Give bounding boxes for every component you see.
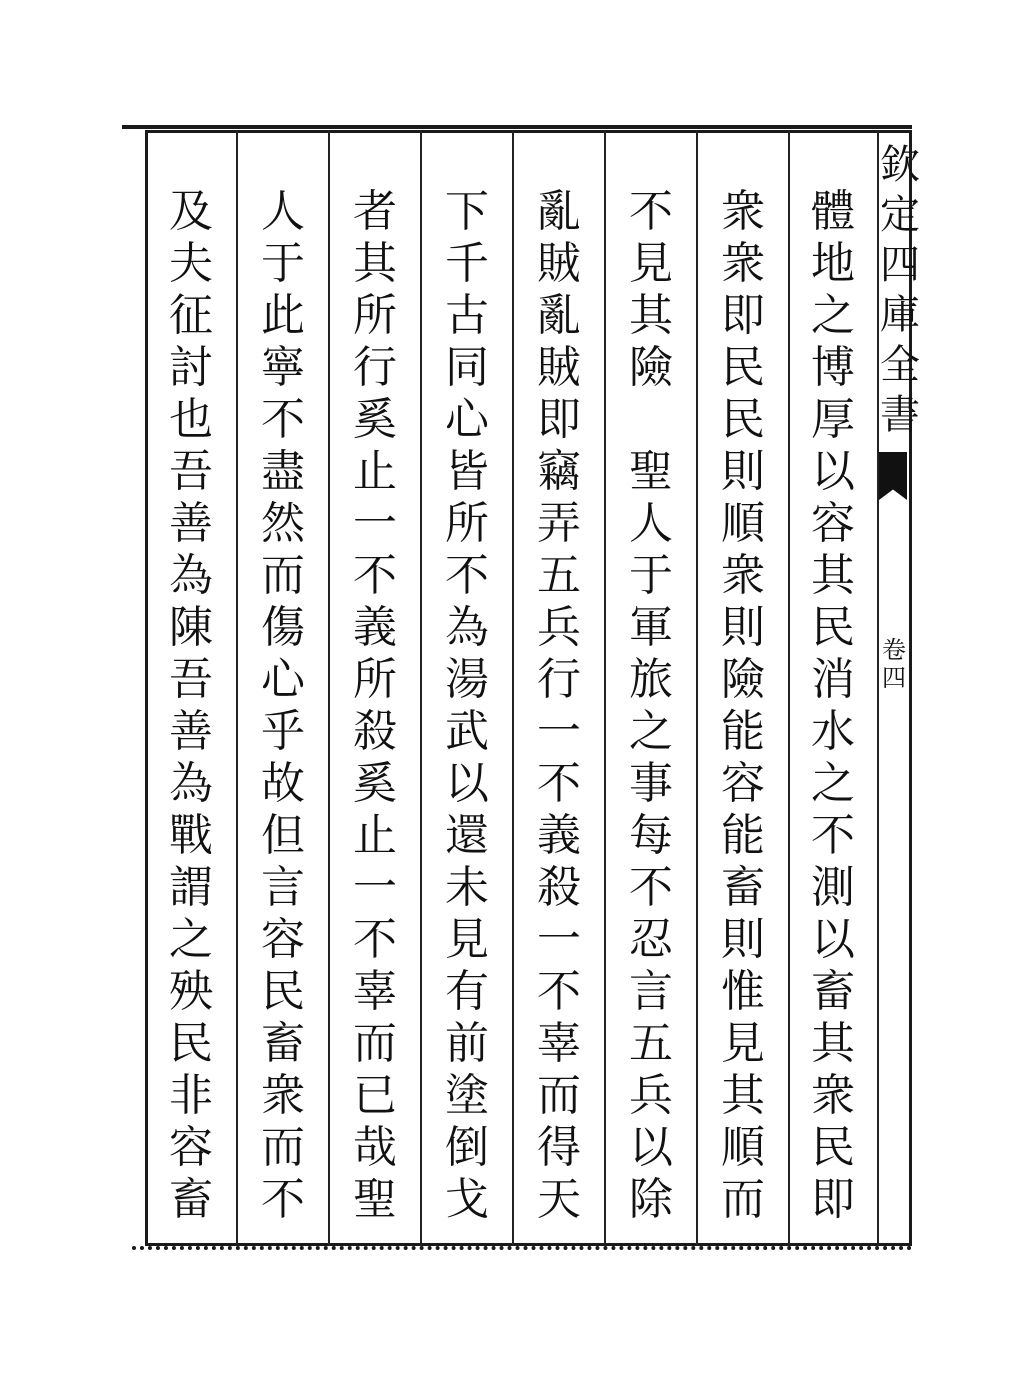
character: 測 [811, 862, 855, 913]
character: 以 [445, 758, 489, 809]
character: 見 [629, 238, 673, 289]
character: 此 [261, 290, 305, 341]
character: 心 [261, 654, 305, 705]
character: 民 [811, 1122, 855, 1173]
character: 不 [811, 810, 855, 861]
character: 辜 [353, 966, 397, 1017]
character: 不 [537, 758, 581, 809]
character: 厚 [811, 394, 855, 445]
character: 之 [811, 290, 855, 341]
character: 為 [169, 758, 213, 809]
text-column-6 [345, 186, 405, 1231]
character: 其 [811, 1018, 855, 1069]
character: 體 [811, 186, 855, 237]
character: 惟 [721, 966, 765, 1017]
character: 衆 [811, 1070, 855, 1121]
character: 陳 [169, 602, 213, 653]
character: 即 [537, 394, 581, 445]
text-column-7 [253, 186, 313, 1231]
character: 其 [721, 1070, 765, 1121]
column-divider [696, 130, 698, 1246]
character: 衆 [721, 550, 765, 601]
character: 不 [261, 1174, 305, 1225]
character: 義 [537, 810, 581, 861]
character: 已 [353, 1070, 397, 1121]
character: 但 [261, 810, 305, 861]
character: 也 [169, 394, 213, 445]
character: 言 [261, 862, 305, 913]
character: 不 [353, 550, 397, 601]
character: 衆 [721, 238, 765, 289]
character: 險 [721, 654, 765, 705]
character: 之 [811, 758, 855, 809]
character: 征 [169, 290, 213, 341]
character: 見 [445, 914, 489, 965]
character: 討 [169, 342, 213, 393]
character: 民 [169, 1018, 213, 1069]
top-border-rule [122, 125, 912, 129]
character: 民 [721, 394, 765, 445]
character: 庫 [880, 292, 920, 338]
character: 聖 [629, 446, 673, 497]
character: 忍 [629, 914, 673, 965]
character: 兵 [537, 602, 581, 653]
character: 殺 [537, 862, 581, 913]
character: 兵 [629, 1070, 673, 1121]
character: 衆 [721, 186, 765, 237]
character: 順 [721, 498, 765, 549]
character: 盡 [261, 446, 305, 497]
character: 為 [169, 550, 213, 601]
character: 五 [537, 550, 581, 601]
column-divider [328, 130, 330, 1246]
character: 書 [880, 392, 920, 438]
character: 畜 [811, 966, 855, 1017]
text-column-2 [713, 186, 773, 1231]
character: 寧 [261, 342, 305, 393]
text-column-5 [437, 186, 497, 1231]
character: 容 [169, 1122, 213, 1173]
character: 之 [629, 706, 673, 757]
character: 畜 [169, 1174, 213, 1225]
character: 非 [169, 1070, 213, 1121]
character: 所 [353, 290, 397, 341]
character: 止 [353, 810, 397, 861]
character: 還 [445, 810, 489, 861]
character: 皆 [445, 446, 489, 497]
character: 善 [169, 498, 213, 549]
character: 則 [721, 446, 765, 497]
character: 民 [261, 966, 305, 1017]
character: 不 [629, 186, 673, 237]
character: 亂 [537, 186, 581, 237]
character: 乎 [261, 706, 305, 757]
character: 殃 [169, 966, 213, 1017]
character: 民 [721, 342, 765, 393]
character: 竊 [537, 446, 581, 497]
character: 不 [629, 862, 673, 913]
character: 畜 [721, 862, 765, 913]
character: 所 [445, 498, 489, 549]
character: 則 [721, 914, 765, 965]
character: 奚 [353, 758, 397, 809]
character: 不 [445, 550, 489, 601]
character: 千 [445, 238, 489, 289]
character: 人 [261, 186, 305, 237]
character: 夫 [169, 238, 213, 289]
character: 同 [445, 342, 489, 393]
character: 傷 [261, 602, 305, 653]
character: 其 [811, 550, 855, 601]
character: 每 [629, 810, 673, 861]
character: 四 [880, 242, 920, 288]
character: 其 [629, 290, 673, 341]
character: 博 [811, 342, 855, 393]
character: 而 [261, 1122, 305, 1173]
character: 除 [629, 1174, 673, 1225]
character: 而 [721, 1174, 765, 1225]
character: 一 [537, 914, 581, 965]
character: 容 [261, 914, 305, 965]
character: 奚 [353, 394, 397, 445]
character: 欽 [880, 142, 920, 188]
character: 順 [721, 1122, 765, 1173]
text-column-3 [621, 186, 681, 1231]
character: 消 [811, 654, 855, 705]
character: 塗 [445, 1070, 489, 1121]
column-divider [604, 130, 606, 1246]
character: 一 [353, 498, 397, 549]
character: 能 [721, 810, 765, 861]
character: 吾 [169, 446, 213, 497]
volume-label [880, 636, 908, 696]
character: 及 [169, 186, 213, 237]
character: 不 [353, 914, 397, 965]
text-column-8 [161, 186, 221, 1231]
character: 心 [445, 394, 489, 445]
character: 即 [811, 1174, 855, 1225]
character: 止 [353, 446, 397, 497]
character: 有 [445, 966, 489, 1017]
character: 然 [261, 498, 305, 549]
column-divider [236, 130, 238, 1246]
character: 湯 [445, 654, 489, 705]
character: 一 [353, 862, 397, 913]
character: 一 [537, 706, 581, 757]
character: 殺 [353, 706, 397, 757]
character: 能 [721, 706, 765, 757]
character: 所 [353, 654, 397, 705]
character: 戈 [445, 1174, 489, 1225]
character: 聖 [353, 1174, 397, 1225]
character: 容 [811, 498, 855, 549]
character: 容 [721, 758, 765, 809]
character: 地 [811, 238, 855, 289]
bottom-border-rule [132, 1246, 912, 1250]
character: 吾 [169, 654, 213, 705]
character: 而 [261, 550, 305, 601]
character: 古 [445, 290, 489, 341]
character: 險 [629, 342, 673, 393]
character: 行 [353, 342, 397, 393]
book-title [877, 140, 923, 440]
character: 衆 [261, 1070, 305, 1121]
character: 軍 [629, 602, 673, 653]
character: 武 [445, 706, 489, 757]
character: 旅 [629, 654, 673, 705]
character: 以 [811, 446, 855, 497]
character: 善 [169, 706, 213, 757]
character: 于 [629, 550, 673, 601]
text-column-1 [803, 186, 863, 1231]
character: 而 [537, 1070, 581, 1121]
character: 則 [721, 602, 765, 653]
character: 見 [721, 1018, 765, 1069]
character: 倒 [445, 1122, 489, 1173]
character: 不 [261, 394, 305, 445]
character: 賊 [537, 238, 581, 289]
character: 行 [537, 654, 581, 705]
character: 事 [629, 758, 673, 809]
character: 謂 [169, 862, 213, 913]
character: 為 [445, 602, 489, 653]
character: 天 [537, 1174, 581, 1225]
character: 定 [880, 192, 920, 238]
character: 之 [169, 914, 213, 965]
character: 義 [353, 602, 397, 653]
character: 于 [261, 238, 305, 289]
character: 戰 [169, 810, 213, 861]
character: 以 [811, 914, 855, 965]
character: 者 [353, 186, 397, 237]
column-divider [512, 130, 514, 1246]
character: 民 [811, 602, 855, 653]
character: 得 [537, 1122, 581, 1173]
character: 四 [882, 664, 906, 692]
character: 弄 [537, 498, 581, 549]
character: 前 [445, 1018, 489, 1069]
character: 下 [445, 186, 489, 237]
column-divider [420, 130, 422, 1246]
character: 哉 [353, 1122, 397, 1173]
character: 畜 [261, 1018, 305, 1069]
character: 亂 [537, 290, 581, 341]
character: 不 [537, 966, 581, 1017]
character: 即 [721, 290, 765, 341]
character: 其 [353, 238, 397, 289]
character: 而 [353, 1018, 397, 1069]
character: 以 [629, 1122, 673, 1173]
character: 全 [880, 342, 920, 388]
character: 故 [261, 758, 305, 809]
character: 辜 [537, 1018, 581, 1069]
character: 五 [629, 1018, 673, 1069]
column-divider [788, 130, 790, 1246]
character [621, 394, 681, 446]
character: 水 [811, 706, 855, 757]
character: 人 [629, 498, 673, 549]
character: 卷 [882, 636, 906, 664]
character: 未 [445, 862, 489, 913]
character: 賊 [537, 342, 581, 393]
character: 言 [629, 966, 673, 1017]
text-column-4 [529, 186, 589, 1231]
